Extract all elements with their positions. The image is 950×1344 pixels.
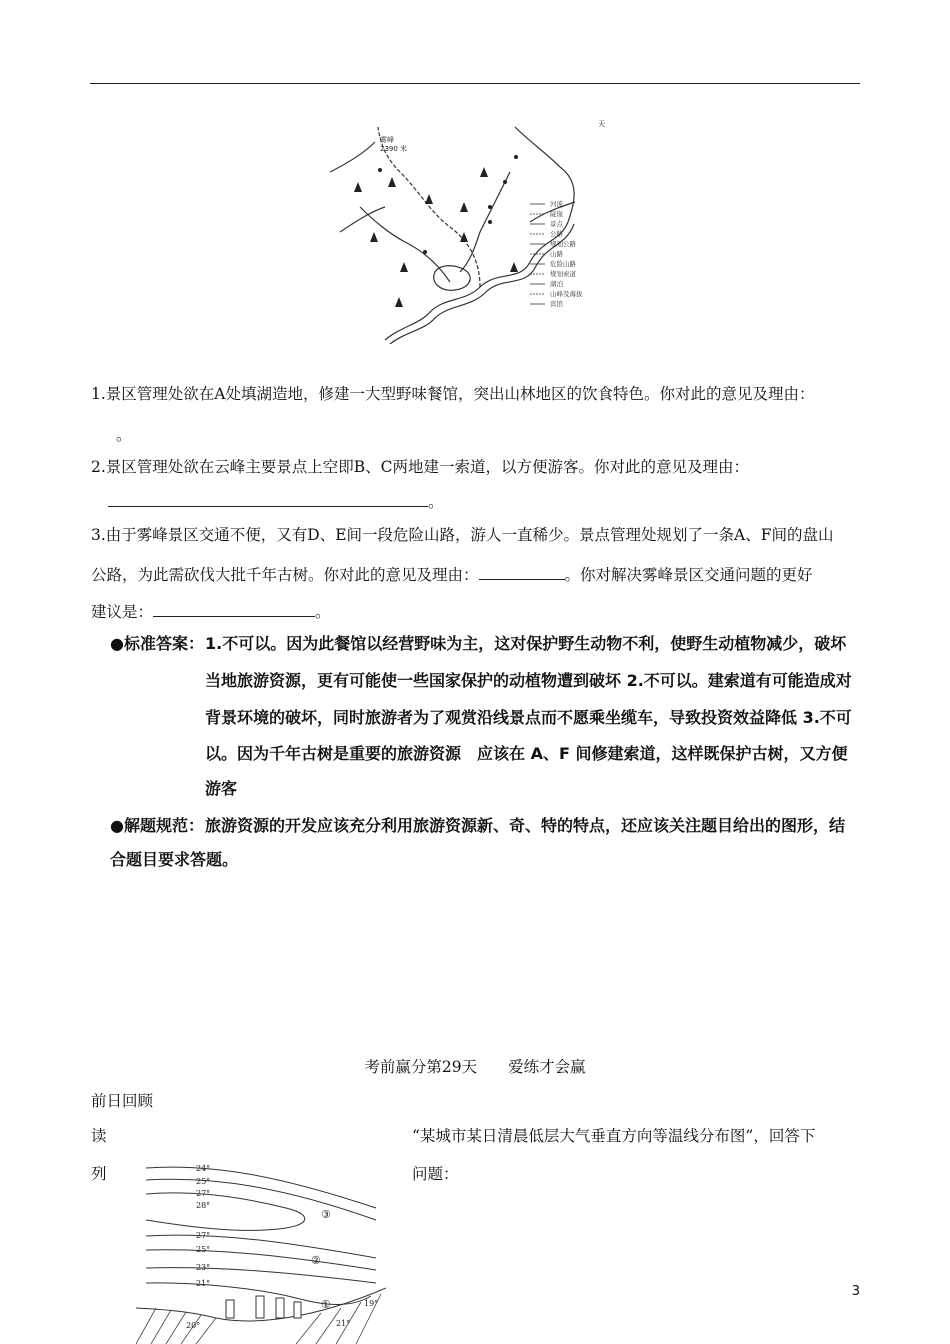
section-title: 考前赢分第29天 爱练才会赢 [364, 1058, 586, 1076]
layer-marker: ② [311, 1254, 321, 1267]
isotherm-label: 27° [196, 1231, 211, 1240]
isotherm-label: 21° [336, 1319, 351, 1328]
map-peak-elev: 2390 米 [380, 145, 408, 153]
isotherm-label: 27° [196, 1189, 211, 1198]
answer-line-4: 以。因为千年古树是重要的旅游资源 应该在 A、F 间修建索道，这样既保护古树，又方便 [205, 744, 848, 763]
layer-marker: ① [321, 1298, 331, 1311]
isotherm-label: 19° [364, 1299, 379, 1308]
question-2-end: 。 [428, 493, 444, 511]
question-1-line2: 。 [116, 426, 132, 444]
legend-item: 危险山路 [550, 260, 576, 268]
read-char: 读 [91, 1127, 107, 1145]
page-number: 3 [851, 1284, 860, 1299]
answer-line-3: 背景环境的破坏，同时旅游者为了观赏沿线景点而不愿乘坐缆车，导致投资效益降低 3.不可 [205, 708, 852, 727]
answer-label: ●标准答案： [110, 634, 204, 653]
question-3-blank-1[interactable] [479, 563, 565, 580]
question-3-line2 [91, 563, 813, 586]
guide-line-2: 合题目要求答题。 [110, 850, 239, 869]
question-3-blank-2[interactable] [153, 600, 315, 617]
legend-item: 规划索道 [550, 270, 576, 278]
scenic-area-map [330, 112, 620, 344]
isotherm-diagram [136, 1158, 386, 1344]
lie-char: 列 [91, 1165, 107, 1183]
legend-item: 公路 [550, 230, 563, 238]
isotherm-label: 21° [196, 1279, 211, 1288]
question-2-line1: 2.景区管理处欲在云峰主要景点上空即B、C两地建一索道，以方便游客。你对此的意见及理由： [91, 458, 750, 476]
answer-line-1: 1.不可以。因为此餐馆以经营野味为主，这对保护野生动物不利，使野生动植物减少，破坏 [205, 634, 847, 653]
question-2-blank[interactable] [108, 490, 428, 507]
isotherm-label: 25° [196, 1245, 211, 1254]
legend-item: 山峰及海拔 [550, 290, 583, 298]
guide-label: ●解题规范： [110, 816, 204, 835]
legend-item: 规划公路 [550, 240, 576, 248]
layer-marker: ③ [321, 1208, 331, 1221]
question-3-line2-start: 公路，为此需砍伐大批千年古树。你对此的意见及理由： [91, 566, 479, 584]
isotherm-label: 20° [186, 1321, 201, 1330]
legend-item: 河流 [550, 200, 563, 208]
map-peak-name: 雾峰 [380, 136, 394, 144]
question-3-line1: 3.由于雾峰景区交通不便，又有D、E间一段危险山路，游人一直稀少。景点管理处规划了一条A、F间的盘山 [91, 526, 834, 544]
question-1-line1: 1.景区管理处欲在A处填湖造地，修建一大型野味餐馆，突出山林地区的饮食特色。你对此的意见及理由： [91, 385, 815, 403]
legend-item: 景点 [550, 220, 563, 228]
question-3-line3-start: 建议是： [91, 603, 154, 621]
isotherm-label: 23° [196, 1263, 211, 1272]
question-3-line3 [91, 600, 331, 623]
prompt-line-1: “某城市某日清晨低层大气垂直方向等温线分布图”，回答下 [412, 1127, 816, 1145]
isotherm-label: 25° [196, 1177, 211, 1186]
isotherm-label: 24° [196, 1164, 211, 1173]
header-rule [90, 83, 860, 84]
isotherm-label: 28° [196, 1201, 211, 1210]
legend-item: 山路 [550, 250, 563, 258]
question-2-line2 [108, 490, 444, 513]
legend-item: 湖泊 [550, 280, 563, 288]
question-3-line3-end: 。 [315, 603, 331, 621]
prompt-line-2: 问题： [412, 1165, 459, 1183]
answer-line-5: 游客 [205, 779, 238, 798]
legend-item: 陡崖 [550, 210, 563, 218]
map-legend [530, 199, 583, 308]
guide-line-1: 旅游资源的开发应该充分利用旅游资源新、奇、特的特点，还应该关注题目给出的图形，结 [205, 816, 846, 835]
section-heading: 前日回顾 [91, 1092, 154, 1110]
map-north-label: 天 [598, 120, 605, 128]
question-3-line2-end: 。你对解决雾峰景区交通问题的更好 [564, 566, 813, 584]
legend-item: 宾馆 [550, 300, 563, 308]
answer-line-2: 当地旅游资源，更有可能使一些国家保护的动植物遭到破坏 2.不可以。建索道有可能造成对 [205, 671, 852, 690]
